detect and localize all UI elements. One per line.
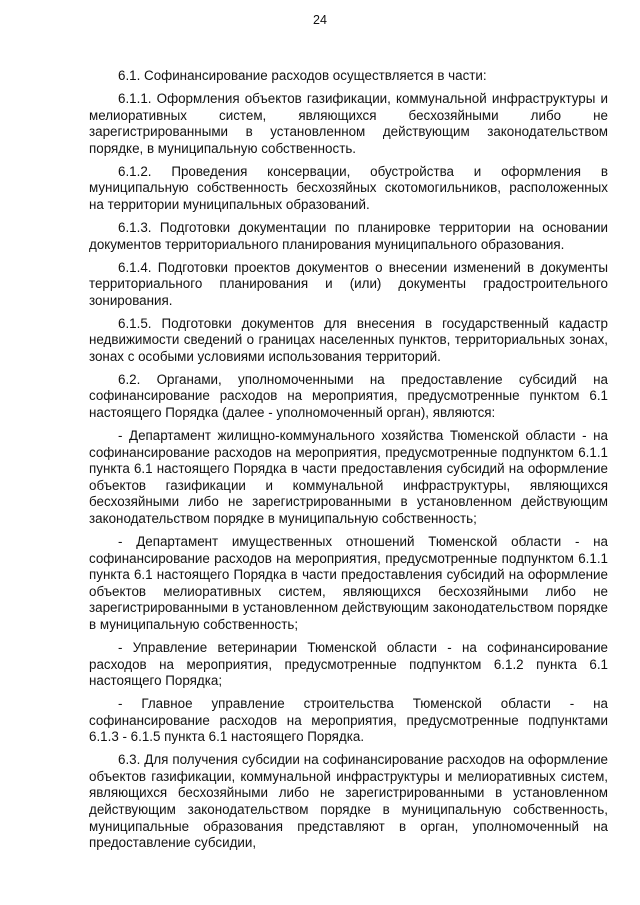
paragraph-property-department: - Департамент имущественных отношений Тюменской области - на софинансирование расходов на мероприятия, предусмотренные подпунктом 6.1.1 пункта 6.1 настоящего Порядка в части предоставления субсидий на оформление объектов мелиоративных систем, являющихся бесхозяйными либо не зарегистрированными в установленном действующим законодательством порядке в муниципальную собственность;	[89, 533, 608, 632]
paragraph-6-1-5: 6.1.5. Подготовки документов для внесения в государственный кадастр недвижимости сведений о границах населенных пунктов, территориальных зонах, зонах с особыми условиями использования территорий.	[89, 315, 608, 364]
paragraph-6-1-1: 6.1.1. Оформления объектов газификации, коммунальной инфраструктуры и мелиоративных систем, являющихся бесхозяйными либо не зарегистрированными в установленном действующим законодательством порядке, в муниципальную собственность.	[89, 90, 608, 156]
paragraph-6-1-3: 6.1.3. Подготовки документации по планировке территории на основании документов территориального планирования муниципального образования.	[89, 219, 608, 252]
page-number: 24	[313, 13, 327, 27]
paragraph-6-1: 6.1. Софинансирование расходов осуществляется в части:	[118, 68, 487, 83]
paragraph-construction-department: - Главное управление строительства Тюменской области - на софинансирование расходов на мероприятия, предусмотренные подпунктами 6.1.3 - 6.1.5 пункта 6.1 настоящего Порядка.	[89, 696, 608, 745]
document-body	[89, 68, 608, 856]
paragraph-6-1-2: 6.1.2. Проведения консервации, обустройства и оформления в муниципальную собственность бесхозяйных скотомогильников, расположенных на территории муниципальных образований.	[89, 163, 608, 212]
paragraph-6-2: 6.2. Органами, уполномоченными на предоставление субсидий на софинансирование расходов на мероприятия, предусмотренные пунктом 6.1 настоящего Порядка (далее - уполномоченный орган), являются:	[89, 371, 608, 421]
paragraph-housing-department: - Департамент жилищно-коммунального хозяйства Тюменской области - на софинансирование расходов на мероприятия, предусмотренные подпунктом 6.1.1 пункта 6.1 настоящего Порядка в части предоставления субсидий на оформление объектов газификации и коммунальной инфраструктуры, являющихся бесхозяйными либо не зарегистрированными в установленном действующим законодательством порядке в муниципальную собственность;	[89, 428, 608, 526]
paragraph-veterinary-department: - Управление ветеринарии Тюменской области - на софинансирование расходов на мероприятия, предусмотренные подпунктом 6.1.2 пункта 6.1 настоящего Порядка;	[89, 639, 608, 689]
paragraph-6-3: 6.3. Для получения субсидии на софинансирование расходов на оформление объектов газификации, коммунальной инфраструктуры и мелиоративных систем, являющихся бесхозяйными либо не зарегистрированными в установленном действующим законодательством порядке в муниципальную собственность, муниципальные образования представляют в орган, уполномоченный на предоставление субсидии,	[89, 752, 608, 851]
paragraph-6-1-4: 6.1.4. Подготовки проектов документов о внесении изменений в документы территориального планирования и (или) документы градостроительного зонирования.	[89, 259, 608, 308]
